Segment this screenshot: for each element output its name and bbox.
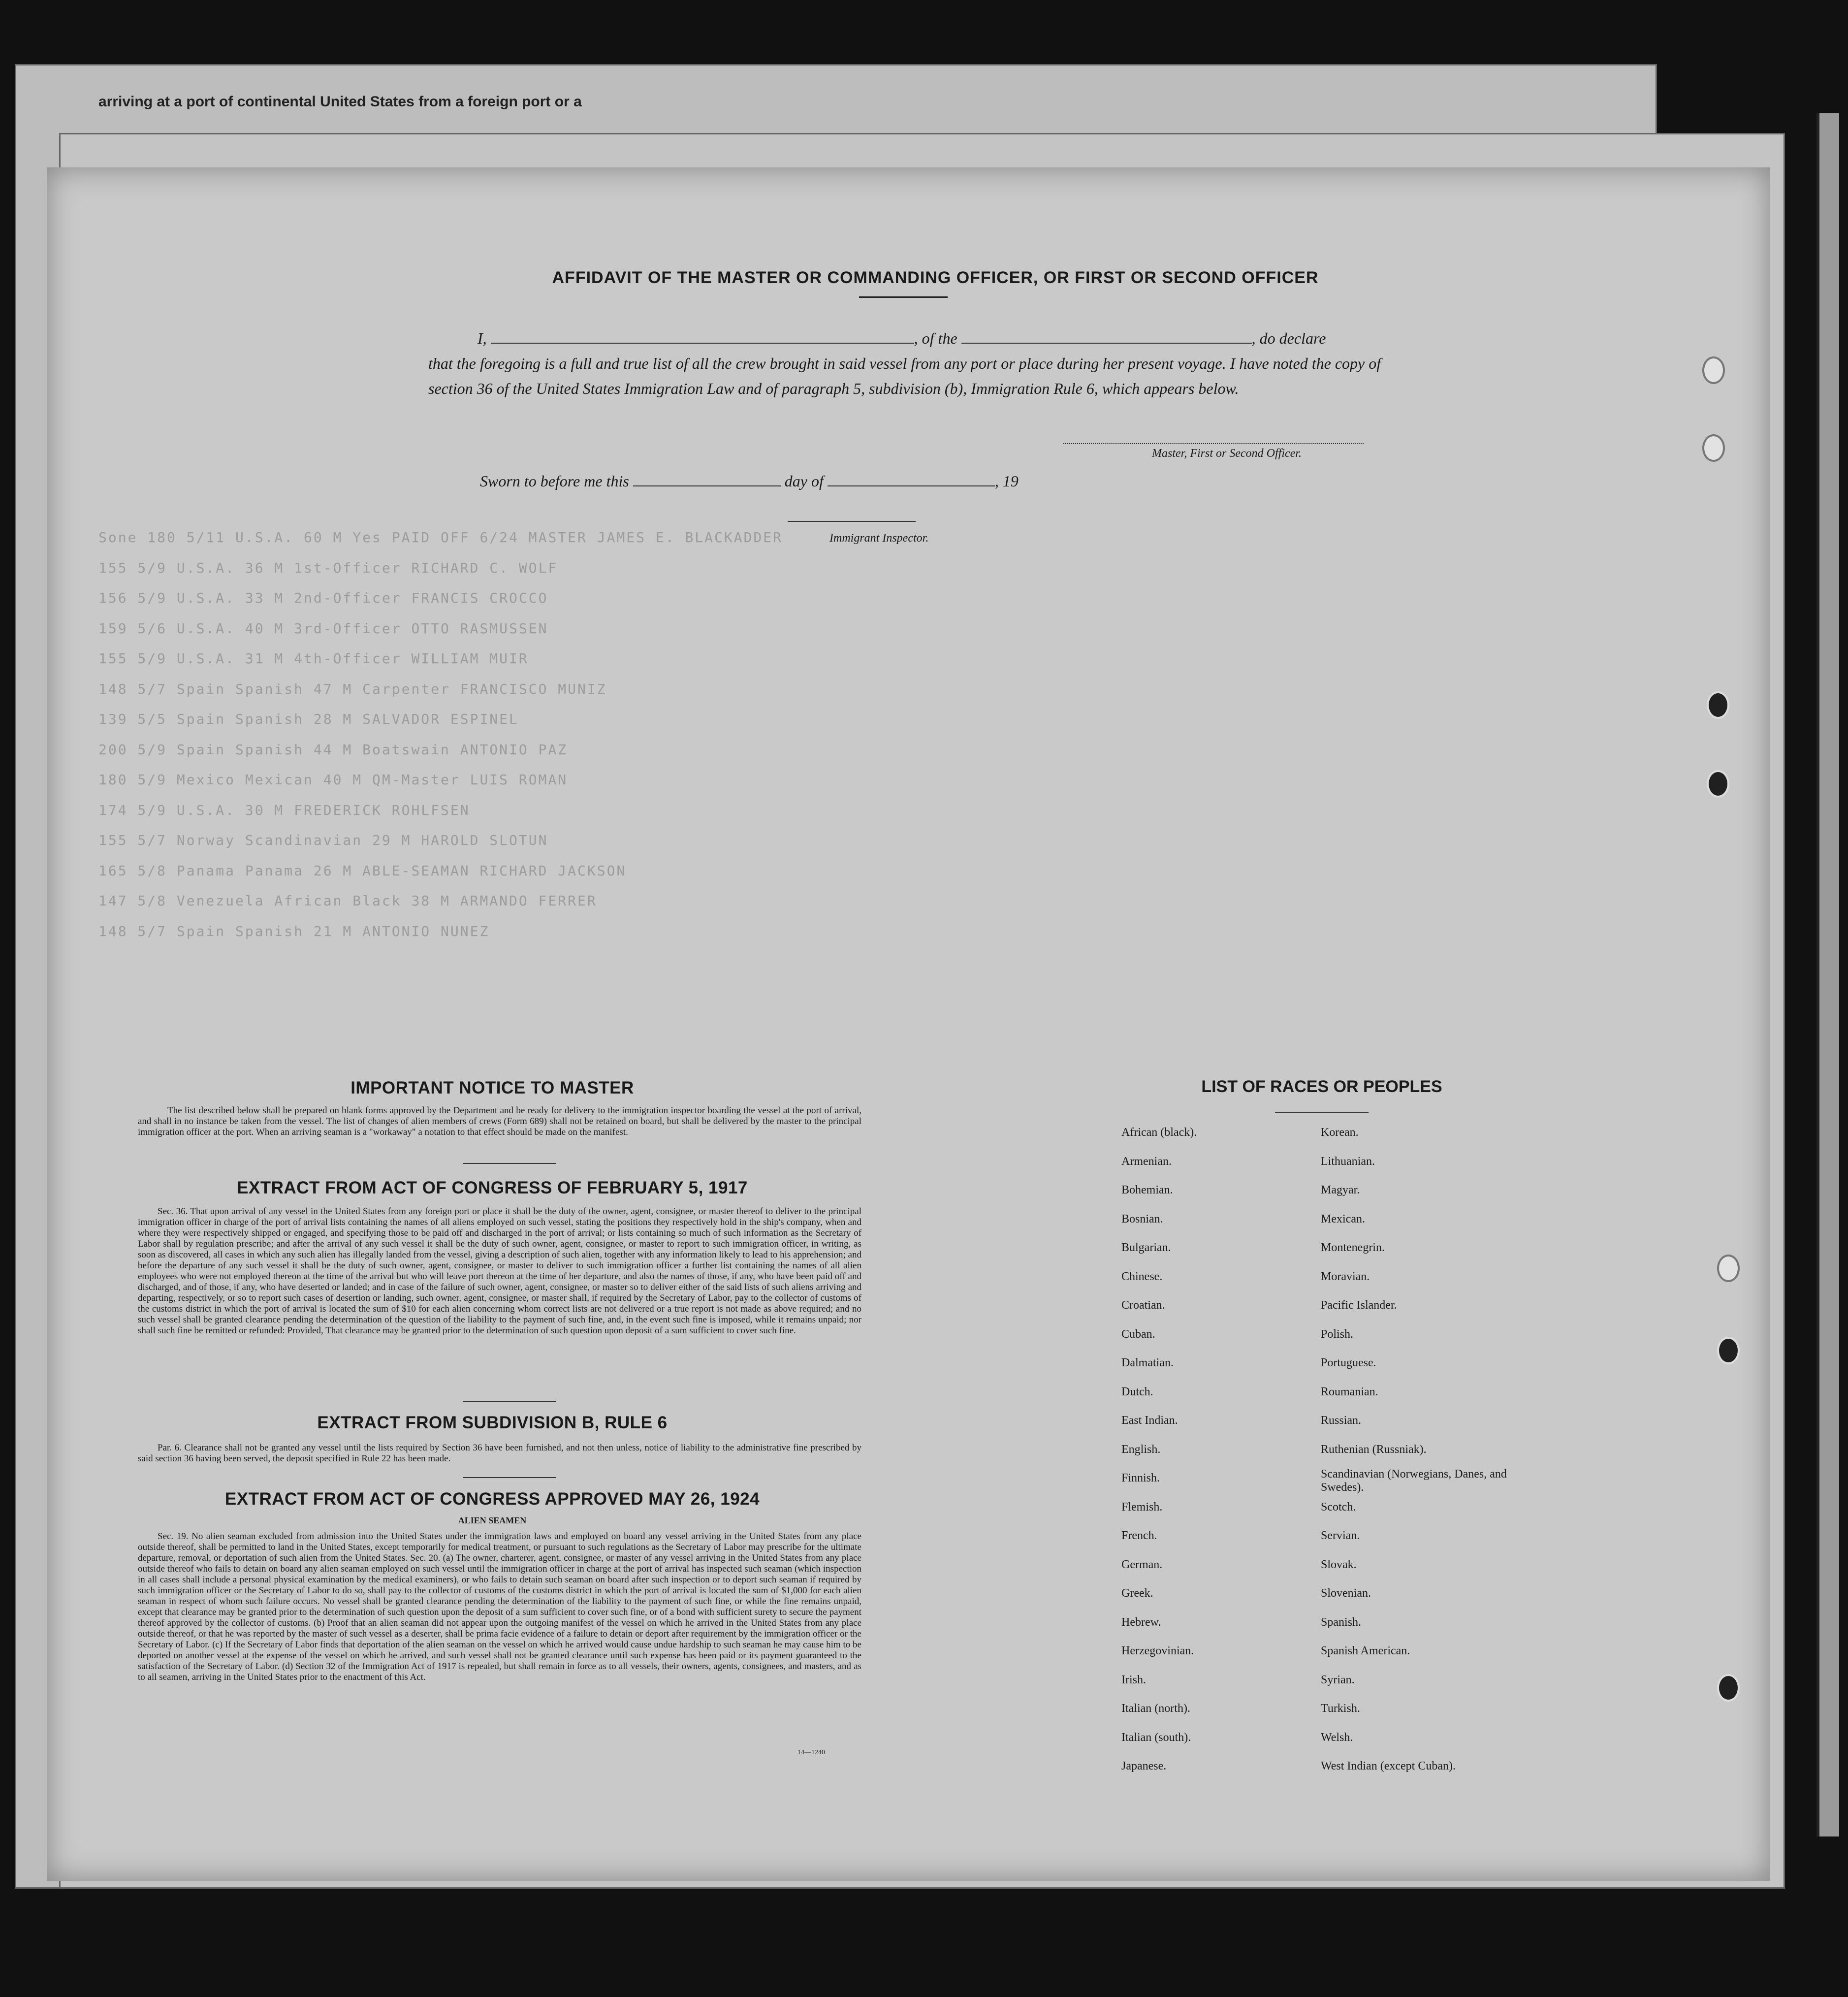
signature-label: Master, First or Second Officer. <box>1152 447 1302 460</box>
race-item: Korean. <box>1321 1126 1359 1139</box>
bleed-through-row: 155 5/9 U.S.A. 31 M 4th-Officer WILLIAM MUIR <box>98 650 529 667</box>
notice-title: IMPORTANT NOTICE TO MASTER <box>350 1078 634 1097</box>
race-item: Herzegovinian. <box>1121 1644 1194 1657</box>
race-item: French. <box>1121 1529 1157 1542</box>
race-item: Syrian. <box>1321 1673 1355 1686</box>
race-item: Chinese. <box>1121 1270 1163 1283</box>
race-item: Slovenian. <box>1321 1587 1371 1600</box>
race-item: Mexican. <box>1321 1212 1365 1225</box>
bleed-through-row: 180 5/9 Mexico Mexican 40 M QM-Master LUIS ROMAN <box>98 772 568 788</box>
bleed-through-row: 200 5/9 Spain Spanish 44 M Boatswain ANTONIO PAZ <box>98 741 568 758</box>
bleed-through-row: 139 5/5 Spain Spanish 28 M SALVADOR ESPINEL <box>98 711 519 727</box>
race-item: Armenian. <box>1121 1155 1172 1168</box>
race-item: Dutch. <box>1121 1385 1153 1398</box>
day-of-label: day of <box>784 472 824 490</box>
sworn-day-blank[interactable] <box>633 472 781 486</box>
of-the-label: , of the <box>914 329 957 347</box>
bleed-through-row: 147 5/8 Venezuela African Black 38 M ARMANDO FERRER <box>98 893 597 909</box>
title-rule <box>859 296 948 298</box>
extract-1917-title: EXTRACT FROM ACT OF CONGRESS OF FEBRUARY 5, 1917 <box>237 1178 748 1197</box>
race-item: Scotch. <box>1321 1500 1356 1514</box>
race-item: Hebrew. <box>1121 1615 1161 1629</box>
extract-1924-text: Sec. 19. No alien seaman excluded from admission into the United States under the immigration laws and employed on board any vessel arriving in the United States from any place outside thereof, shall be permitted to land in the United States, except temporarily for medical treatment, or pursuant to such regulations as the Secretary of Labor may prescribe for the ultimate departure, removal, or deportation of such alien from the United States. Sec. 20. (a) The owner, charterer, agent, consignee, or master of any vessel arriving in the United States from any place outside thereof who fails to detain on board any alien seaman employed on such vessel until the immigration officer in charge at the port of arrival has inspected such seaman (which inspection in all cases shall include a personal physical examination by the medical examiners), or who fails to detain such seaman on board after such inspection or to deport such seaman if required by such immigration officer or the Secretary of Labor to do so, shall pay to the collector of customs of the customs district in which the port of arrival is located the sum of $1,000 for each alien seaman in respect of whom such failure occurs. No vessel shall be granted clearance pending the determination of the liability to the payment of such fine, or while the fine remains unpaid, except that clearance may be granted prior to the determination of such question upon the deposit of a sum sufficient to cover such fine, or of a bond with sufficient surety to secure the payment thereof approved by the collector of customs. (b) Proof that an alien seaman did not appear upon the outgoing manifest of the vessel on which he arrived in the United States from any place outside thereof, or that he was reported by the master of such vessel as a deserter, shall be prima facie evidence of a failure to detain or deport after requirement by the immigration officer or the Secretary of Labor. (c) If the Secretary of Labor finds that deportation of the alien seaman on the vessel on which he arrived would cause undue hardship to such seaman he may cause him to be deported on another vessel at the expense of the vessel on which he arrived, and such vessel shall not be granted clearance until such expense has been paid or its payment guaranteed to the satisfaction of the Secretary of Labor. (d) Section 32 of the Immigration Act of 1917 is repealed, but shall remain in force as to all vessels, their owners, agents, consignees, and masters, and as to all seamen, arriving in the United States prior to the enactment of this Act. <box>138 1531 861 1682</box>
name-blank[interactable] <box>491 329 914 344</box>
sworn-line <box>480 472 1019 490</box>
race-item: Portuguese. <box>1321 1356 1376 1369</box>
race-item: Croatian. <box>1121 1299 1165 1312</box>
race-item: Welsh. <box>1321 1731 1353 1744</box>
race-item: Japanese. <box>1121 1760 1167 1772</box>
race-item: Scandinavian (Norwegians, Danes, and Swedes). <box>1321 1468 1507 1494</box>
race-item: Italian (south). <box>1121 1731 1191 1744</box>
bleed-through-row: 174 5/9 U.S.A. 30 M FREDERICK ROHLFSEN <box>98 802 470 818</box>
race-item: Polish. <box>1321 1327 1354 1341</box>
alien-seamen-subtitle: ALIEN SEAMEN <box>458 1515 527 1525</box>
race-item: Bulgarian. <box>1121 1241 1171 1254</box>
race-item: Finnish. <box>1121 1472 1160 1484</box>
bleed-through-row: 155 5/9 U.S.A. 36 M 1st-Officer RICHARD C. WOLF <box>98 559 558 576</box>
race-item: Spanish. <box>1321 1615 1362 1629</box>
race-item: Roumanian. <box>1321 1385 1378 1398</box>
race-item: Servian. <box>1321 1529 1360 1542</box>
affidavit-body: that the foregoing is a full and true list of all the crew brought in said vessel from any port or place during her present voyage. I have noted the copy of section 36 of the United States Immigration Law and of paragraph 5, subdivision (b), Immigration Rule 6, which appears below. <box>428 354 1381 397</box>
extract-1917-text: Sec. 36. That upon arrival of any vessel in the United States from any foreign port or place it shall be the duty of the owner, agent, consignee, or master thereof to deliver to the principal immigration officer in charge of the port of arrival lists containing the names of all aliens employed on such vessel, stating the positions they respectively hold in the ship's company, when and where they were respectively shipped or engaged, and specifying those to be paid off and discharged in the port of arrival; or lists containing so much of such information as the Secretary of Labor shall by regulation prescribe; and after the arrival of any such vessel it shall be the duty of such owner, agent, consignee, or master to report to such immigration officer, in writing, as soon as discovered, all cases in which any such alien has illegally landed from the vessel, giving a description of such alien, together with any information likely to lead to his apprehension; and before the departure of any such vessel it shall be the duty of such owner, agent, consignee, or master to deliver to such immigration officer a further list containing the names of all alien employees who were not employed thereon at the time of the arrival but who will leave port thereon at the time of her departure, and also the names of those, if any, who have been paid off and discharged, and of those, if any, who have deserted or landed; and in case of the failure of such owner, agent, consignee, or master so to deliver either of the said lists of such aliens arriving and departing, respectively, or so to report such cases of desertion or landing, such owner, agent, consignee, or master shall, if required by the Secretary of Labor, pay to the collector of customs of the customs district in which the port of arrival is located the sum of $10 for each alien concerning whom correct lists are not delivered or a true report is not made as above required; and no such vessel shall be granted clearance pending the determination of the question of the liability to the payment of such fine, and, in the event such fine is imposed, while it remains unpaid; nor shall such fine be remitted or refunded: Provided, That clearance may be granted prior to the determination of such question upon deposit of a sum sufficient to cover such fine. <box>138 1206 861 1336</box>
race-item: English. <box>1121 1443 1161 1456</box>
i-label: I, <box>478 329 487 347</box>
extract-rule6-text: Par. 6. Clearance shall not be granted any vessel until the lists required by Section 36 have been furnished, and not then unless, notice of liability to the administrative fine prescribed by said section 36 having been served, the deposit specified in Rule 22 has been made. <box>138 1443 861 1464</box>
race-item: Flemish. <box>1121 1500 1163 1514</box>
race-item: Irish. <box>1121 1673 1146 1686</box>
race-item: Cuban. <box>1121 1327 1155 1341</box>
sworn-month-blank[interactable] <box>828 472 995 486</box>
bleed-through-row: 156 5/9 U.S.A. 33 M 2nd-Officer FRANCIS CROCCO <box>98 590 548 606</box>
affidavit-title: AFFIDAVIT OF THE MASTER OR COMMANDING OFFICER, OR FIRST OR SECOND OFFICER <box>552 268 1319 287</box>
extract-rule6-title: EXTRACT FROM SUBDIVISION B, RULE 6 <box>317 1413 668 1432</box>
race-item: West Indian (except Cuban). <box>1321 1760 1456 1772</box>
sworn-prefix: Sworn to before me this <box>480 472 629 490</box>
inspector-label: Immigrant Inspector. <box>829 532 929 545</box>
race-item: Italian (north). <box>1121 1702 1190 1715</box>
race-item: Montenegrin. <box>1321 1241 1385 1254</box>
races-title: LIST OF RACES OR PEOPLES <box>1201 1077 1442 1096</box>
affidavit-declaration <box>428 326 1418 401</box>
section-rule <box>1275 1112 1369 1113</box>
inspector-signature-line[interactable] <box>788 521 916 522</box>
bleed-through-row: 155 5/7 Norway Scandinavian 29 M HAROLD SLOTUN <box>98 832 548 848</box>
race-item: Spanish American. <box>1321 1644 1410 1657</box>
race-item: Slovak. <box>1321 1558 1357 1571</box>
race-item: East Indian. <box>1121 1414 1178 1427</box>
race-item: Greek. <box>1121 1587 1153 1600</box>
race-item: Ruthenian (Russniak). <box>1321 1443 1427 1456</box>
race-item: Bosnian. <box>1121 1212 1163 1225</box>
notice-text: The list described below shall be prepared on blank forms approved by the Department and be ready for delivery to the immigration inspector boarding the vessel at the port of arrival, and shall in no instance be taken from the vessel. The list of changes of alien members of crews (Form 689) shall not be retained on board, but shall be delivered by the master to the principal immigration officer at the port. When an arriving seaman is a "workaway" a notation to that effect should be made on the manifest. <box>138 1105 861 1137</box>
bleed-through-row: 148 5/7 Spain Spanish 47 M Carpenter FRANCISCO MUNIZ <box>98 680 607 697</box>
bleed-through-row: Sone 180 5/11 U.S.A. 60 M Yes PAID OFF 6/24 MASTER JAMES E. BLACKADDER <box>98 529 783 546</box>
form-number: 14—1240 <box>797 1749 825 1756</box>
race-item: Moravian. <box>1321 1270 1370 1283</box>
bleed-through-row: 148 5/7 Spain Spanish 21 M ANTONIO NUNEZ <box>98 923 490 939</box>
race-item: Magyar. <box>1321 1184 1360 1196</box>
extract-1924-title: EXTRACT FROM ACT OF CONGRESS APPROVED MAY 26, 1924 <box>224 1489 760 1509</box>
race-item: Russian. <box>1321 1414 1362 1427</box>
race-item: Bohemian. <box>1121 1184 1173 1196</box>
vessel-blank[interactable] <box>961 329 1252 344</box>
bleed-through-row: 165 5/8 Panama Panama 26 M ABLE-SEAMAN RICHARD JACKSON <box>98 862 627 879</box>
signature-line[interactable] <box>1063 443 1364 444</box>
year-label: , 19 <box>994 472 1019 490</box>
race-item: Pacific Islander. <box>1321 1299 1397 1312</box>
section-rule <box>463 1401 556 1402</box>
race-item: German. <box>1121 1558 1163 1571</box>
section-rule <box>463 1477 556 1478</box>
do-declare-label: , do declare <box>1251 329 1326 347</box>
top-strip-text: arriving at a port of continental United States from a foreign port or a <box>98 94 582 110</box>
race-item: Lithuanian. <box>1321 1155 1375 1168</box>
bleed-through-row: 159 5/6 U.S.A. 40 M 3rd-Officer OTTO RASMUSSEN <box>98 620 548 637</box>
race-item: African (black). <box>1121 1126 1197 1139</box>
section-rule <box>463 1163 556 1164</box>
race-item: Turkish. <box>1321 1702 1360 1715</box>
race-item: Dalmatian. <box>1121 1356 1174 1369</box>
